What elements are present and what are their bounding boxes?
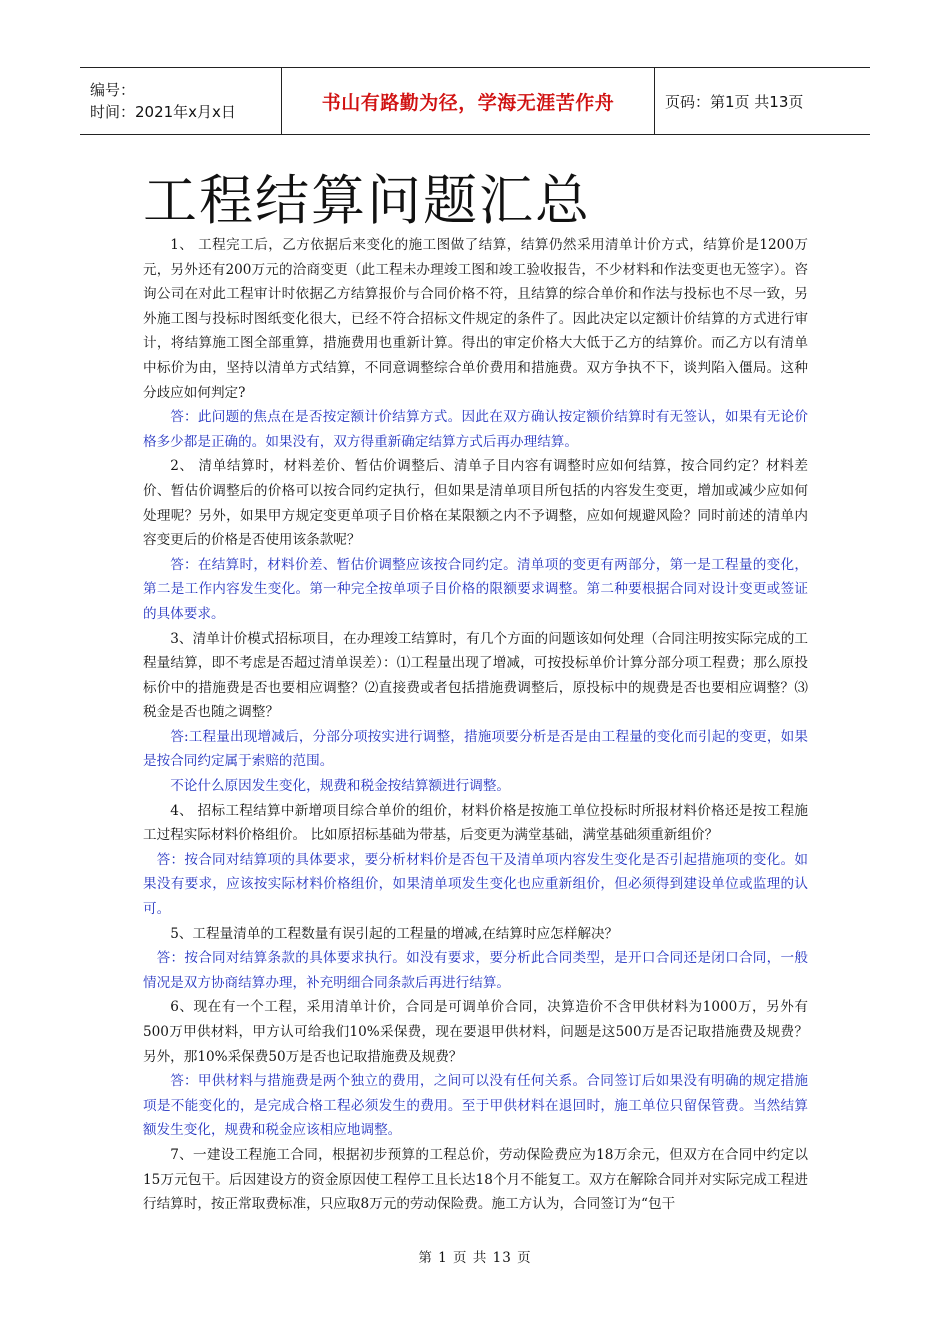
answer-paragraph: 答：在结算时，材料价差、暂估价调整应该按合同约定。清单项的变更有两部分，第一是工程量的变化，第二是工作内容发生变化。第一种完全按单项子目价格的限额要求调整。第二种要根据合同对设计变更或签证的具体要求。 [143, 556, 808, 622]
answer-paragraph: 答：此问题的焦点在是否按定额计价结算方式。因此在双方确认按定额价结算时有无签认，如果有无论价格多少都是正确的。如果没有，双方得重新确定结算方式后再办理结算。 [143, 409, 808, 450]
answer-paragraph: 不论什么原因发生变化，规费和税金按结算额进行调整。 [170, 778, 511, 795]
question-paragraph: 6、现在有一个工程，采用清单计价，合同是可调单价合同，决算造价不含甲供材料为1000万，另外有500万甲供材料，甲方认可给我们10%采保费，现在要退甲供材料，问题是这500万是否记取措施费及规费？另外，那10%采保费50万是否也记取措施费及规费？ [143, 999, 808, 1065]
document-header [80, 67, 870, 135]
question-paragraph: 7、一建设工程施工合同，根据初步预算的工程总价，劳动保险费应为18万余元，但双方在合同中约定以15万元包干。后因建设方的资金原因使工程停工且长达18个月不能复工。双方在解除合同并对实际完成工程进行结算时，按正常取费标准，只应取8万元的劳动保险费。施工方认为，合同签订为“包干 [143, 1146, 808, 1213]
question-paragraph: 1、 工程完工后，乙方依据后来变化的施工图做了结算，结算仍然采用清单计价方式，结算价是1200万元，另外还有200万元的洽商变更（此工程未办理竣工图和竣工验收报告，不少材料和作法变更也无签字）。咨询公司在对此工程审计时依据乙方结算报价与合同价格不符，且结算的综合单价和作法与投标也不尽一致，另外施工图与投标时图纸变化很大，已经不符合招标文件规定的条件了。因此决定以定额计价结算的方式进行审计，将结算施工图全部重算，措施费用也重新计算。得出的审定价格大大低于乙方的结算价。而乙方以有清单中标价为由，坚持以清单方式结算，不同意调整综合单价费用和措施费。双方争执不下，谈判陷入僵局。这种分歧应如何判定? [143, 237, 808, 401]
header-page-info: 页码：第1页 共13页 [665, 92, 804, 111]
answer-paragraph: 答：按合同对结算条款的具体要求执行。如没有要求，要分析此合同类型，是开口合同还是闭口合同，一般情况是双方协商结算办理，补充明细合同条款后再进行结算。 [143, 950, 808, 991]
header-page-info-cell [655, 68, 870, 134]
header-motto: 书山有路勤为径，学海无涯苦作舟 [321, 91, 615, 114]
document-time-label: 时间：2021年x月x日 [90, 103, 236, 121]
header-meta [80, 68, 282, 134]
header-motto-cell [282, 68, 655, 134]
question-paragraph: 3、清单计价模式招标项目，在办理竣工结算时，有几个方面的问题该如何处理（合同注明按实际完成的工程量结算，即不考虑是否超过清单误差）：⑴工程量出现了增减，可按投标单价计算分部分项工程费；那么原投标价中的措施费是否也要相应调整？⑵直接费或者包括措施费调整后，原投标中的规费是否也要相应调整？⑶税金是否也随之调整？ [143, 630, 808, 721]
question-paragraph: 4、 招标工程结算中新增项目综合单价的组价，材料价格是按施工单位投标时所报材料价格还是按工程施工过程实际材料价格组价。 比如原招标基础为带基，后变更为满堂基础，满堂基础须重新组价？ [143, 802, 808, 844]
document-body [143, 233, 808, 1217]
document-number-label: 编号： [90, 81, 136, 99]
document-title: 工程结算问题汇总 [143, 169, 591, 232]
answer-paragraph: 答：甲供材料与措施费是两个独立的费用，之间可以没有任何关系。合同签订后如果没有明确的规定措施项是不能变化的，是完成合格工程必须发生的费用。至于甲供材料在退回时，施工单位只留保管费。当然结算额发生变化，规费和税金应该相应地调整。 [143, 1073, 808, 1139]
page-footer: 第 1 页 共 13 页 [418, 1250, 532, 1266]
answer-paragraph: 答：按合同对结算项的具体要求，要分析材料价是否包干及清单项内容发生变化是否引起措施项的变化。如果没有要求，应该按实际材料价格组价，如果清单项发生变化也应重新组价，但必须得到建设单位或监理的认可。 [143, 851, 808, 918]
question-paragraph: 5、工程量清单的工程数量有误引起的工程量的增减,在结算时应怎样解决？ [170, 925, 619, 942]
question-paragraph: 2、 清单结算时，材料差价、暂估价调整后、清单子目内容有调整时应如何结算，按合同约定？材料差价、暂估价调整后的价格可以按合同约定执行，但如果是清单项目所包括的内容发生变更，增加或减少应如何处理呢？另外，如果甲方规定变更单项子目价格在某限额之内不予调整，应如何规避风险？同时前述的清单内容变更后的价格是否使用该条款呢？ [143, 458, 808, 549]
answer-paragraph: 答:工程量出现增减后，分部分项按实进行调整，措施项要分析是否是由工程量的变化而引起的变更，如果是按合同约定属于索赔的范围。 [143, 728, 808, 770]
